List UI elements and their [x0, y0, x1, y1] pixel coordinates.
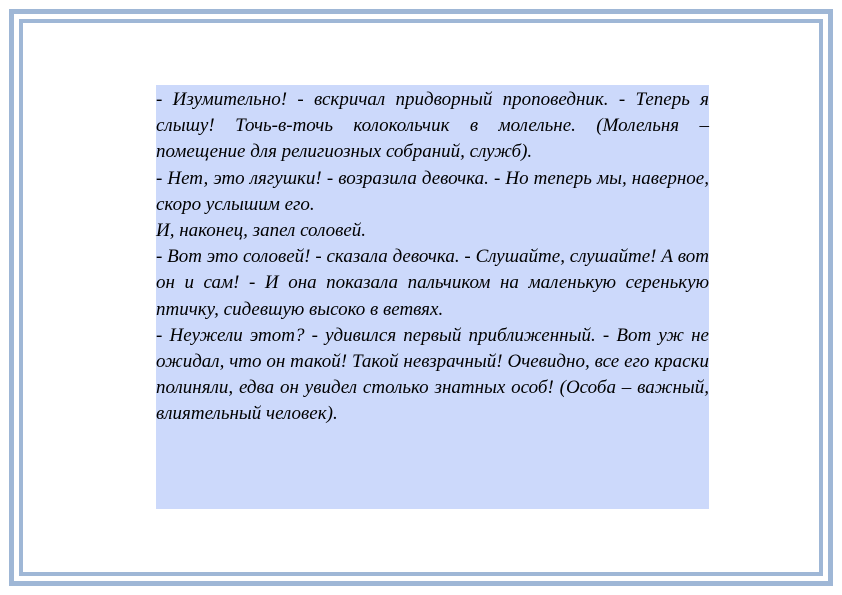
- paragraph-girl-points: - Вот это соловей! - сказала девочка. - Слушайте, слушайте! А вот он и сам! - И она показала пальчиком на маленькую серенькую птичку, сидевшую высоко в ветвях.: [156, 246, 709, 320]
- paragraph-nightingale-sang: И, наконец, запел соловей.: [156, 220, 367, 242]
- paragraph-courtier-surprised: - Неужели этот? - удивился первый приближенный. - Вот уж не ожидал, что он такой! Такой невзрачный! Очевидно, все его краски полиняли, едва он увидел столько знатных особ! (Особа – важный, влиятельный человек).: [156, 324, 709, 425]
- paragraph-frogs: - Нет, это лягушки! - возразила девочка. - Но теперь мы, наверное, скоро услышим его.: [156, 167, 709, 215]
- paragraph-preacher: - Изумительно! - вскричал придворный проповедник. - Теперь я слышу! Точь-в-точь колокольчик в молельне. (Молельня – помещение для религиозных собраний, служб).: [156, 89, 709, 163]
- story-text-block: [156, 85, 709, 509]
